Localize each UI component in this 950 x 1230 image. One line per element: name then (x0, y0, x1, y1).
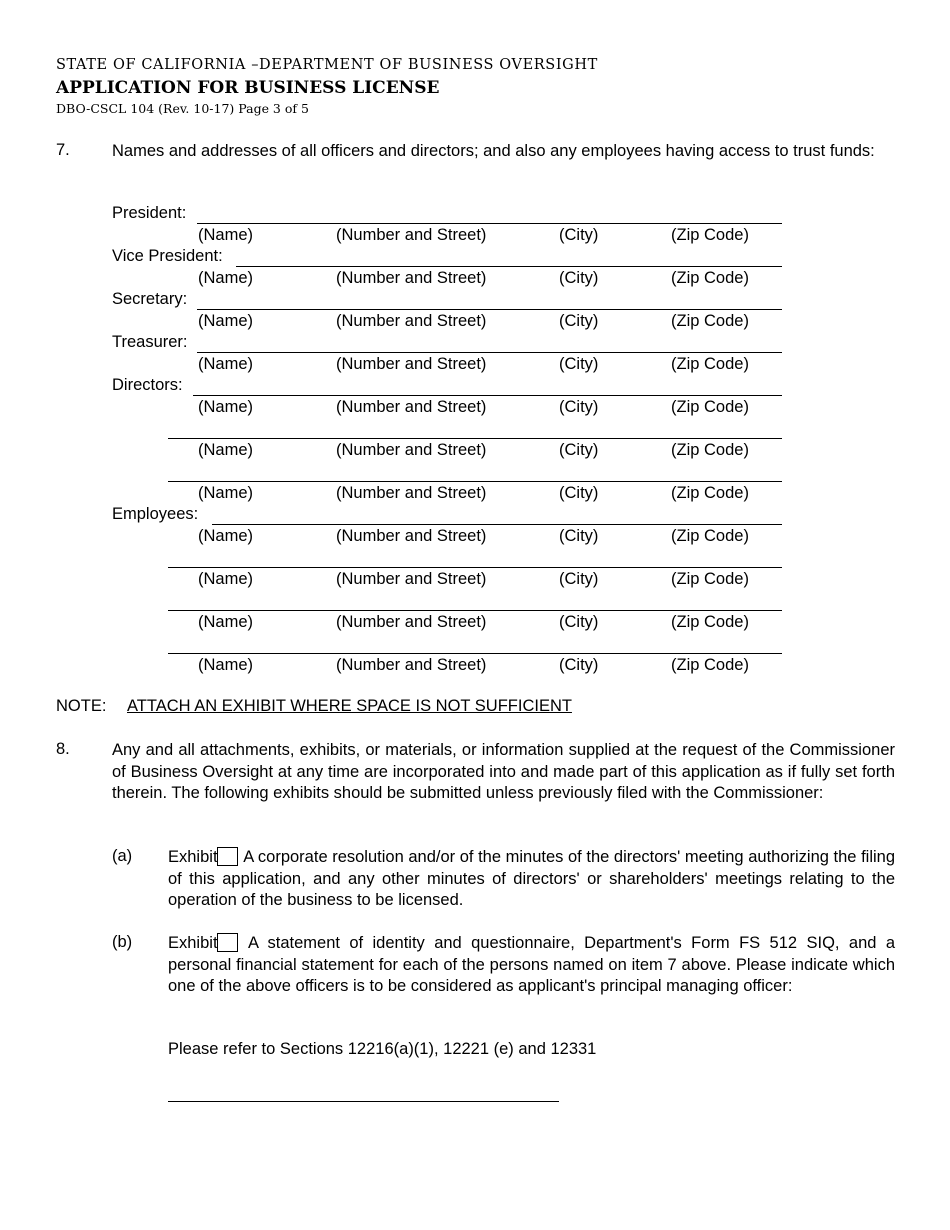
caption-street: (Number and Street) (336, 312, 487, 330)
item-8-text: Any and all attachments, exhibits, or materials, or information supplied at the request of the Commissioner of Business Oversight at any time are incorporated into and made part of this application as if fully set forth therein. The following exhibits should be submitted unless previously filed with the Commissioner: (112, 741, 895, 802)
caption-city: (City) (559, 355, 599, 373)
caption-zip: (Zip Code) (671, 226, 749, 244)
agency-header: STATE OF CALIFORNIA –DEPARTMENT OF BUSINESS OVERSIGHT (56, 57, 598, 73)
entry-line[interactable] (197, 352, 782, 353)
label-directors: Directors: (112, 376, 183, 394)
entry-line[interactable] (168, 653, 782, 654)
caption-street: (Number and Street) (336, 226, 487, 244)
label-secretary: Secretary: (112, 290, 188, 308)
caption-name: (Name) (198, 269, 254, 287)
note-text: ATTACH AN EXHIBIT WHERE SPACE IS NOT SUFFICIENT (127, 697, 572, 715)
entry-line[interactable] (168, 438, 782, 439)
caption-name: (Name) (198, 613, 254, 631)
caption-name: (Name) (198, 398, 254, 416)
caption-street: (Number and Street) (336, 355, 487, 373)
entry-line[interactable] (168, 481, 782, 482)
item-7-number: 7. (56, 141, 70, 159)
caption-city: (City) (559, 269, 599, 287)
caption-street: (Number and Street) (336, 656, 487, 674)
caption-name: (Name) (198, 570, 254, 588)
caption-zip: (Zip Code) (671, 656, 749, 674)
label-treasurer: Treasurer: (112, 333, 188, 351)
exhibit-a-box[interactable] (217, 847, 238, 866)
caption-street: (Number and Street) (336, 484, 487, 502)
exhibit-a-description: A corporate resolution and/or of the minutes of the directors' meeting authorizing the filing of this application, and any other minutes of directors' or shareholders' meetings relating to the operation of the business to be licensed. (168, 848, 895, 909)
caption-street: (Number and Street) (336, 613, 487, 631)
caption-zip: (Zip Code) (671, 312, 749, 330)
caption-city: (City) (559, 656, 599, 674)
entry-line[interactable] (168, 610, 782, 611)
caption-street: (Number and Street) (336, 527, 487, 545)
caption-city: (City) (559, 570, 599, 588)
exhibit-b-label: Exhibit (168, 934, 218, 952)
caption-zip: (Zip Code) (671, 484, 749, 502)
form-title: APPLICATION FOR BUSINESS LICENSE (56, 78, 440, 98)
label-president: President: (112, 204, 187, 222)
exhibit-b-description: A statement of identity and questionnaire, Department's Form FS 512 SIQ, and a personal financial statement for each of the persons named on item 7 above. Please indicate which one of the above officers is to be considered as applicant's principal managing officer: (168, 934, 895, 995)
principal-officer-line[interactable] (168, 1101, 559, 1102)
item-8b-text (168, 933, 895, 998)
exhibit-b-box[interactable] (217, 933, 238, 952)
item-8a-text (168, 847, 895, 912)
caption-city: (City) (559, 398, 599, 416)
note-label: NOTE: (56, 697, 107, 715)
caption-zip: (Zip Code) (671, 527, 749, 545)
caption-zip: (Zip Code) (671, 570, 749, 588)
caption-city: (City) (559, 613, 599, 631)
caption-zip: (Zip Code) (671, 398, 749, 416)
item-8-number: 8. (56, 740, 70, 758)
caption-street: (Number and Street) (336, 570, 487, 588)
entry-line[interactable] (212, 524, 782, 525)
caption-name: (Name) (198, 656, 254, 674)
item-8b-label: (b) (112, 933, 133, 951)
caption-street: (Number and Street) (336, 398, 487, 416)
caption-name: (Name) (198, 441, 254, 459)
entry-line[interactable] (197, 223, 782, 224)
caption-name: (Name) (198, 484, 254, 502)
entry-line[interactable] (236, 266, 782, 267)
caption-name: (Name) (198, 312, 254, 330)
caption-city: (City) (559, 312, 599, 330)
form-id: DBO-CSCL 104 (Rev. 10-17) Page 3 of 5 (56, 101, 309, 116)
caption-street: (Number and Street) (336, 441, 487, 459)
item-7-text: Names and addresses of all officers and directors; and also any employees having access to trust funds: (112, 142, 875, 160)
refer-sections: Please refer to Sections 12216(a)(1), 12221 (e) and 12331 (168, 1040, 597, 1058)
caption-street: (Number and Street) (336, 269, 487, 287)
caption-city: (City) (559, 441, 599, 459)
caption-zip: (Zip Code) (671, 355, 749, 373)
caption-city: (City) (559, 484, 599, 502)
caption-name: (Name) (198, 527, 254, 545)
caption-zip: (Zip Code) (671, 269, 749, 287)
caption-name: (Name) (198, 355, 254, 373)
item-8a-label: (a) (112, 847, 133, 865)
entry-line[interactable] (197, 309, 782, 310)
entry-line[interactable] (168, 567, 782, 568)
entry-line[interactable] (193, 395, 782, 396)
caption-city: (City) (559, 226, 599, 244)
exhibit-a-label: Exhibit (168, 848, 218, 866)
caption-name: (Name) (198, 226, 254, 244)
caption-zip: (Zip Code) (671, 441, 749, 459)
caption-city: (City) (559, 527, 599, 545)
caption-zip: (Zip Code) (671, 613, 749, 631)
label-employees: Employees: (112, 505, 199, 523)
label-vice-president: Vice President: (112, 247, 223, 265)
